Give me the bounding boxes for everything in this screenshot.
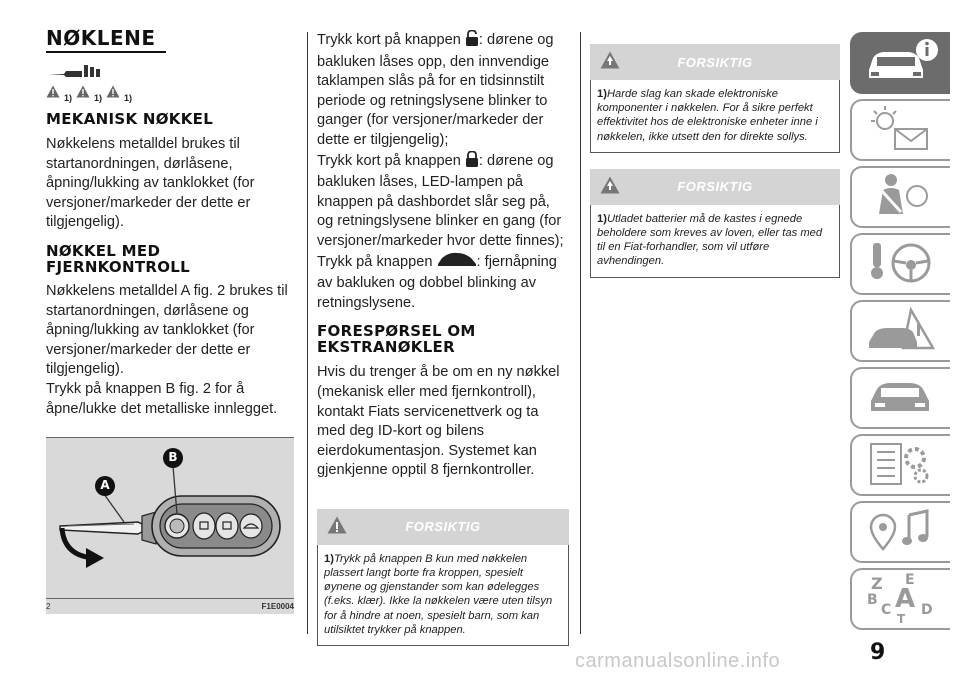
car-info-icon <box>861 36 941 91</box>
index-letter: A <box>895 584 916 614</box>
warning-header <box>317 509 569 545</box>
warning-triangle-icon <box>106 85 120 103</box>
tab-car-info[interactable] <box>850 32 950 94</box>
lights-mail-icon <box>861 103 941 158</box>
warning-text-box <box>590 205 840 278</box>
index-letter: E <box>905 572 915 588</box>
section-heading: MEKANISK NØKKEL <box>46 110 214 128</box>
lock-closed-icon <box>465 151 479 174</box>
index-letter: B <box>867 592 878 608</box>
tab-index-letters[interactable] <box>850 568 950 630</box>
key-steering-icon <box>861 237 941 292</box>
figure-number: 2 <box>46 602 51 612</box>
heading-line: FORESPØRSEL OM <box>317 322 476 341</box>
column-2 <box>317 30 569 646</box>
paragraph <box>317 252 569 314</box>
tab-key-steering[interactable] <box>850 233 950 295</box>
warning-triangle-icon <box>76 85 90 103</box>
car-tailgate-icon <box>437 252 477 275</box>
column-1 <box>46 26 296 613</box>
figure-code: F1E0004 <box>261 602 294 612</box>
warning-title: FORSIKTIG <box>677 179 753 195</box>
paragraph <box>317 151 569 252</box>
column-divider <box>580 32 581 634</box>
lock-open-icon <box>465 30 479 53</box>
tab-gear-list[interactable] <box>850 434 950 496</box>
warning-number: 1) <box>597 88 607 100</box>
index-letter: Z <box>871 574 883 593</box>
text-span: : fjernåpning av bakluken og dobbel blinking av retningslysene. <box>317 253 557 311</box>
gear-list-icon <box>861 438 941 493</box>
figure-label-a: A <box>100 478 110 493</box>
warning-number: 1) <box>597 212 607 225</box>
figure-caption-line <box>46 598 294 599</box>
key-figure <box>46 437 294 613</box>
tab-lights-mail[interactable] <box>850 99 950 161</box>
key-icon <box>46 63 296 79</box>
column-3 <box>590 44 840 278</box>
index-letter: D <box>921 602 933 618</box>
page-number: 9 <box>870 640 886 665</box>
warning-text-box <box>590 80 840 153</box>
ref-number: 1) <box>124 93 133 103</box>
paragraph: Trykk på knappen B fig. 2 for å åpne/lukke det metalliske innlegget. <box>46 380 278 417</box>
warning-number: 1) <box>324 552 334 565</box>
section-heading <box>317 323 569 355</box>
warning-triangle-icon <box>327 516 347 539</box>
warning-text: Utladet batterier må de kastes i egnede beholdere som kreves av loven, eller tas med til en Fiat-forhandler, som vil utføre avhendingen. <box>597 212 823 268</box>
figure-label-b: B <box>168 450 178 465</box>
page-title: NØKLENE <box>46 26 156 50</box>
section-heading <box>46 243 296 275</box>
text-span: : dørene og bakluken låses, LED-lampen på knappen på dashbordet slår seg på, og retningslysene blinker en gang (for versjoner/markeder hvor dette finnes); <box>317 152 564 249</box>
warning-block <box>590 169 840 278</box>
warning-refs <box>46 85 296 103</box>
warning-text: Trykk på knappen B kun med nøkkelen plassert langt borte fra kroppen, spesielt øynene og gjenstander som kan ødelegges (f.eks. klær). Ikke la nøkkelen være uten tilsyn for å hindre at noen, spesielt barn, som kan utilsiktet trykker på knappen. <box>324 552 553 636</box>
warning-header <box>590 44 840 80</box>
tab-seatbelt-airbag[interactable] <box>850 166 950 228</box>
warning-title: FORSIKTIG <box>677 54 753 70</box>
warning-tree-icon <box>600 51 620 74</box>
ref-number: 1) <box>64 93 73 103</box>
paragraph: Hvis du trenger å be om en ny nøkkel (mekanisk eller med fjernkontroll), kontakt Fiats servicenettverk og ta med deg ID-kort og bilens eierdokumentasjon. Systemet kan gjenkjenne opptil 8 fjernkontroller. <box>317 364 560 479</box>
music-nav-icon <box>861 505 941 560</box>
paragraph: Nøkkelens metalldel brukes til startanordningen, dørlåsene, åpning/lukking av tanklokket (for versjoner/markeder der dette er tilgjengelig). <box>46 136 255 231</box>
warning-triangle-icon <box>46 85 60 103</box>
ref-number: 1) <box>94 93 103 103</box>
seatbelt-airbag-icon <box>861 170 941 225</box>
warning-header <box>590 169 840 205</box>
warning-block <box>317 509 569 646</box>
warning-text: Harde slag kan skade elektroniske komponenter i nøkkelen. For å sikre perfekt effektivitet hos de elektroniske enheter inne i nøkkelen, ikke utsett den for direkte sollys. <box>597 88 818 143</box>
index-letter: C <box>881 602 892 618</box>
paragraph <box>317 30 569 151</box>
index-letters-icon <box>861 572 941 626</box>
chapter-tabs <box>850 32 950 635</box>
column-divider <box>307 32 308 634</box>
heading-line: NØKKEL MED <box>46 241 161 260</box>
car-service-icon <box>861 371 941 426</box>
watermark: carmanualsonline.info <box>575 650 781 672</box>
text-span: : dørene og bakluken låses opp, den innvendige taklampen slås på for en tidsinnstilt periode og retningslysene blinker to ganger (for versjoner/markeder der dette er tilgjengelig); <box>317 32 554 148</box>
tab-warning-road[interactable] <box>850 300 950 362</box>
warning-text-box <box>317 545 569 646</box>
warning-title: FORSIKTIG <box>405 519 481 535</box>
heading-line: FJERNKONTROLL <box>46 257 190 276</box>
title-underline <box>46 51 166 53</box>
text-span: Trykk kort på knappen <box>317 152 461 169</box>
index-letter: T <box>897 612 906 626</box>
warning-road-icon <box>861 304 941 359</box>
tab-music-nav[interactable] <box>850 501 950 563</box>
tab-car-service[interactable] <box>850 367 950 429</box>
text-span: Trykk på knappen <box>317 253 433 270</box>
heading-line: EKSTRANØKLER <box>317 338 455 357</box>
warning-tree-icon <box>600 176 620 199</box>
text-span: Trykk kort på knappen <box>317 32 461 48</box>
paragraph: Nøkkelens metalldel A fig. 2 brukes til startanordningen, dørlåsene og åpning/lukking av tanklokket (for versjoner/markeder der dette er tilgjengelig). <box>46 282 288 378</box>
warning-block <box>590 44 840 153</box>
